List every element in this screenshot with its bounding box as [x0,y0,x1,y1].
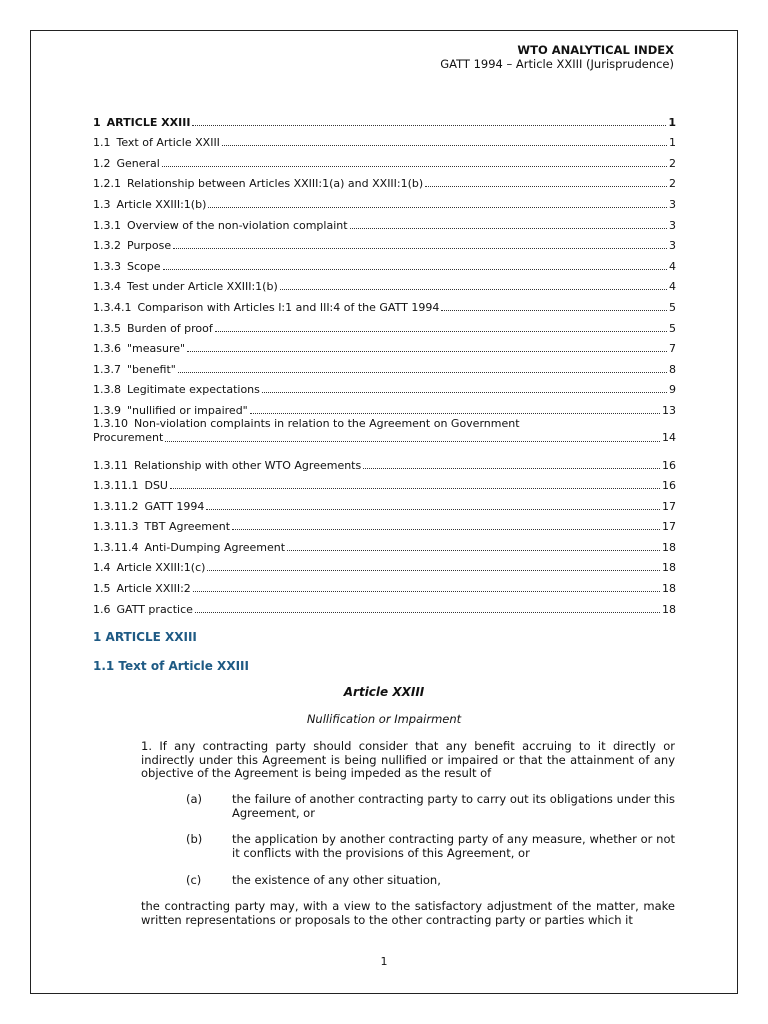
toc-leader-dots [162,165,667,167]
toc-number: 1.3.11.1 [93,479,139,493]
toc-label: Article XXIII:2 [116,582,191,596]
toc-entry[interactable] [93,129,676,150]
item-label: (b) [186,832,203,846]
toc-page-number: 1 [669,136,676,150]
item-label: (c) [186,873,202,887]
toc-number: 1.2 [93,156,111,170]
toc-number: 1.1 [93,136,111,150]
toc-label: Overview of the non-violation complaint [127,218,348,232]
toc-leader-dots [195,611,660,613]
toc-leader-dots [250,412,660,414]
toc-label: "nullified or impaired" [127,403,248,417]
toc-number: 1.3.11.2 [93,499,139,513]
toc-number: 1.3.6 [93,342,121,356]
toc-number: 1.3.10 [93,416,128,430]
running-header-title: WTO ANALYTICAL INDEX [517,43,674,57]
toc-label: TBT Agreement [144,520,231,534]
toc-leader-dots [207,569,660,571]
toc-leader-dots [350,227,667,229]
article-paragraph-1: 1. If any contracting party should consider that any benefit accruing to it directly or indirectly under this Agreement is being nullified or impaired or that the attainment of any objective of the Agreement is being impeded as the result of [141,739,675,780]
toc-label: GATT 1994 [144,499,205,513]
toc-leader-dots [187,350,667,352]
toc-leader-dots [192,124,666,126]
toc-label: "benefit" [127,362,176,376]
toc-page-number: 1 [668,115,676,129]
toc-number: 1.5 [93,582,111,596]
toc-page-number: 18 [662,602,676,616]
section-heading-article-xxiii: 1 ARTICLE XXIII [93,630,197,644]
section-heading-text-of-article: 1.1 Text of Article XXIII [93,659,249,673]
toc-number: 1.3.7 [93,362,121,376]
toc-number: 1.3.11 [93,458,128,472]
toc-entry[interactable] [93,451,676,472]
toc-entry[interactable] [93,554,676,575]
toc-page-number: 5 [669,300,676,314]
toc-label: Relationship between Articles XXIII:1(a) and XXIII:1(b) [127,177,424,191]
toc-label: GATT practice [116,602,193,616]
toc-label: ARTICLE XXIII [106,115,191,129]
toc-label: Test under Article XXIII:1(b) [127,280,278,294]
toc-leader-dots [363,467,660,469]
toc-entry[interactable] [93,335,676,356]
toc-leader-dots [232,528,660,530]
toc-number: 1.3.2 [93,239,121,253]
toc-label: Article XXIII:1(b) [116,197,207,211]
item-text: the failure of another contracting party to carry out its obligations under this Agreement, or [232,792,675,820]
toc-number: 1.3.11.3 [93,520,139,534]
toc-page-number: 2 [669,177,676,191]
toc-entry[interactable] [93,595,676,616]
toc-label: Burden of proof [127,321,213,335]
toc-leader-dots [163,268,667,270]
item-label: (a) [186,792,203,806]
toc-entry[interactable] [93,513,676,534]
item-text: the existence of any other situation, [232,873,441,887]
toc-number: 1.3.1 [93,218,121,232]
toc-number: 1.4 [93,561,111,575]
toc-entry[interactable] [93,252,676,273]
toc-entry[interactable] [93,108,676,129]
toc-number: 1 [93,115,101,129]
toc-leader-dots [441,309,667,311]
toc-page-number: 4 [669,280,676,294]
toc-page-number: 3 [669,218,676,232]
toc-entry[interactable] [93,417,676,451]
toc-page-number: 18 [662,582,676,596]
toc-entry[interactable] [93,273,676,294]
toc-label: Text of Article XXIII [116,136,220,150]
page-number: 1 [380,955,388,968]
toc-entry[interactable] [93,574,676,595]
toc-page-number: 7 [669,342,676,356]
toc-page-number: 3 [669,239,676,253]
article-subtitle: Nullification or Impairment [306,712,462,726]
toc-leader-dots [173,247,667,249]
toc-page-number: 8 [669,362,676,376]
toc-entry[interactable] [93,293,676,314]
toc-leader-dots [170,487,660,489]
toc-entry[interactable] [93,492,676,513]
toc-entry[interactable] [93,170,676,191]
toc-entry[interactable] [93,396,676,417]
toc-page-number: 16 [662,479,676,493]
toc-label: Non-violation complaints in relation to the Agreement on Government [134,416,520,430]
toc-page-number: 17 [662,520,676,534]
toc-entry[interactable] [93,232,676,253]
toc-page-number: 4 [669,259,676,273]
toc-number: 1.3.5 [93,321,121,335]
toc-page-number: 18 [662,561,676,575]
toc-leader-dots [222,144,667,146]
toc-label: Legitimate expectations [127,383,260,397]
toc-leader-dots [193,590,660,592]
article-paragraph-continuation: the contracting party may, with a view to the satisfactory adjustment of the matter, make written representations or proposals to the other contracting party or parties which it [141,899,675,927]
toc-entry[interactable] [93,211,676,232]
toc-entry[interactable] [93,190,676,211]
toc-leader-dots [178,371,667,373]
toc-label: Scope [127,259,161,273]
toc-label-continued: Procurement [93,430,164,444]
toc-entry[interactable] [93,472,676,493]
toc-leader-dots [280,288,667,290]
toc-entry-line2 [93,431,676,445]
toc-label: "measure" [127,342,186,356]
toc-page-number: 2 [669,156,676,170]
toc-entry-line1 [93,417,676,431]
toc-page-number: 18 [662,540,676,554]
toc-page-number: 3 [669,197,676,211]
toc-label: DSU [144,479,168,493]
toc-number: 1.3.8 [93,383,121,397]
toc-page-number: 17 [662,499,676,513]
item-text: the application by another contracting party of any measure, whether or not it conflicts with the provisions of this Agreement, or [232,832,675,860]
toc-number: 1.3.4 [93,280,121,294]
toc-number: 1.3.3 [93,259,121,273]
toc-label: Article XXIII:1(c) [116,561,206,575]
toc-page-number: 5 [669,321,676,335]
toc-leader-dots [165,440,660,442]
toc-leader-dots [425,185,667,187]
toc-page-number: 13 [662,403,676,417]
toc-leader-dots [208,206,667,208]
toc-page-number: 16 [662,458,676,472]
toc-entry[interactable] [93,355,676,376]
toc-leader-dots [215,330,667,332]
toc-leader-dots [287,549,660,551]
toc-number: 1.3 [93,197,111,211]
toc-entry[interactable] [93,314,676,335]
toc-label: Purpose [127,239,172,253]
toc-label: Anti-Dumping Agreement [144,540,286,554]
toc-label: Relationship with other WTO Agreements [134,458,362,472]
table-of-contents [93,108,676,616]
toc-number: 1.3.11.4 [93,540,139,554]
toc-number: 1.6 [93,602,111,616]
toc-number: 1.3.9 [93,403,121,417]
toc-number: 1.2.1 [93,177,121,191]
running-header-subtitle: GATT 1994 – Article XXIII (Jurisprudence) [440,57,674,71]
article-title: Article XXIII [343,685,425,699]
toc-page-number: 14 [662,430,676,444]
toc-entry[interactable] [93,149,676,170]
toc-page-number: 9 [669,383,676,397]
toc-label: Comparison with Articles I:1 and III:4 of the GATT 1994 [137,300,440,314]
toc-label: General [116,156,160,170]
toc-number: 1.3.4.1 [93,300,132,314]
toc-entry[interactable] [93,533,676,554]
toc-leader-dots [206,508,660,510]
toc-entry[interactable] [93,376,676,397]
toc-leader-dots [262,391,667,393]
